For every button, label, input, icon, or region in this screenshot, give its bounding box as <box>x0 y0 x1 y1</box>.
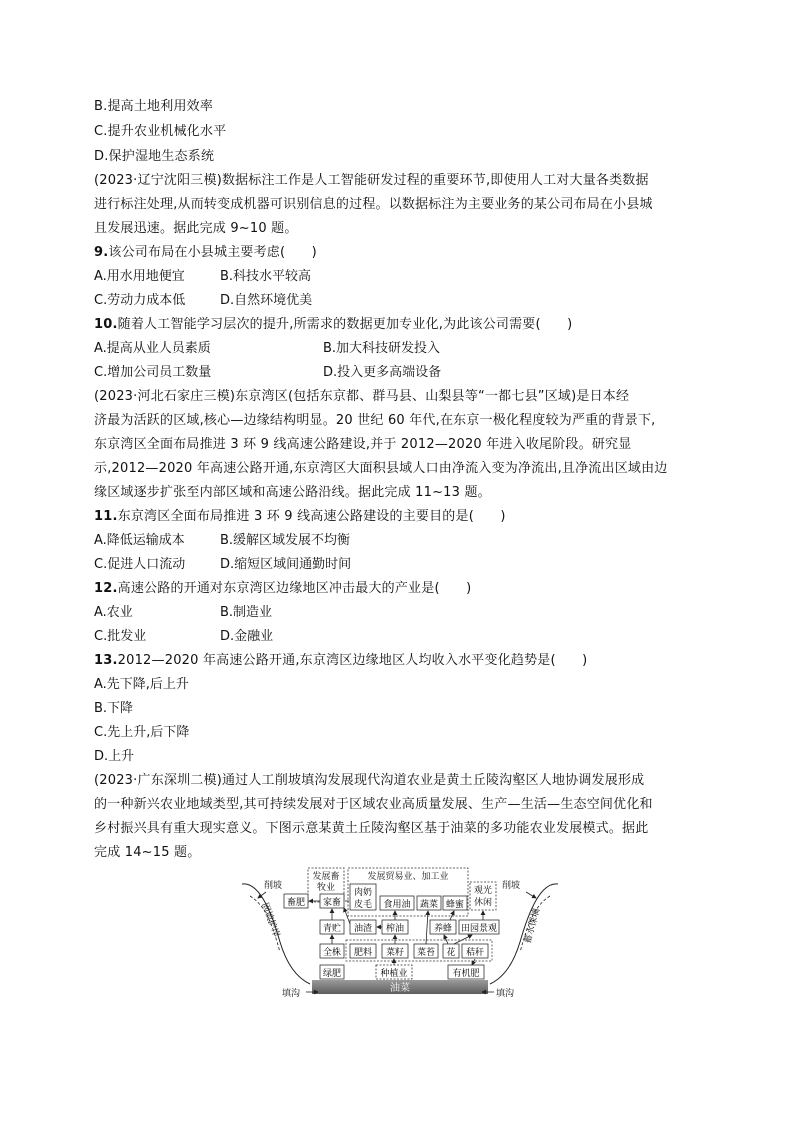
question-12 <box>94 581 471 597</box>
q8-option-c: C.提升农业机械化水平 <box>94 124 227 139</box>
fertilizer-label: 肥料 <box>353 948 373 958</box>
q9-option-b: B.科技水平较高 <box>220 269 312 284</box>
q13-option-a: A.先下降,后上升 <box>94 677 189 692</box>
right-slope-line <box>490 884 558 984</box>
q12-option-b: B.制造业 <box>220 605 273 620</box>
q9-option-c: C.劳动力成本低 <box>94 293 186 308</box>
q13-option-b: B.下降 <box>94 701 134 716</box>
whole-plant-label: 全株 <box>322 948 342 958</box>
beekeeping-label: 养蜂 <box>433 924 453 934</box>
flower-label: 花 <box>446 948 456 958</box>
q8-option-b: B.提高土地利用效率 <box>94 99 214 114</box>
planting-label: 种植业 <box>380 969 408 979</box>
question-number: 11. <box>94 509 118 524</box>
sightseeing-label: 观光 <box>473 886 493 896</box>
question-number: 10. <box>94 317 118 332</box>
q12-option-d: D.金融业 <box>220 629 274 644</box>
q10-option-b: B.加大科技研发投入 <box>323 341 441 356</box>
water-storage-label: 蓄水保墒 <box>523 907 543 945</box>
rapeseed-seed-label: 菜籽 <box>385 948 405 958</box>
q8-option-d: D.保护湿地生态系统 <box>94 149 215 164</box>
question-stem: 东京湾区全面布局推进 3 环 9 线高速公路建设的主要目的是( ) <box>117 509 506 524</box>
q13-option-d: D.上升 <box>94 749 135 764</box>
livestock-label: 家畜 <box>322 898 342 908</box>
q11-option-d: D.缩短区域间通勤时间 <box>220 557 352 572</box>
q12-option-c: C.批发业 <box>94 629 147 644</box>
livestock-group-label: 发展畜 <box>312 872 340 882</box>
passage-11-13-line: 缘区域逐步扩张至内部区域和高速公路沿线。据此完成 11~13 题。 <box>94 485 491 500</box>
passage-9-10-line: 且发展迅速。据此完成 9~10 题。 <box>94 221 298 236</box>
question-number: 9. <box>94 245 109 260</box>
vegetables-label: 蔬菜 <box>419 900 439 910</box>
passage-9-10-line: (2023·辽宁沈阳三模)数据标注工作是人工智能研发过程的重要环节,即使用人工对大量各类数据 <box>94 173 649 188</box>
passage-14-15-line: 乡村振兴具有重大现实意义。下图示意某黄土丘陵沟壑区基于油菜的多功能农业发展模式。据此 <box>94 821 649 836</box>
honey-label: 蜂蜜 <box>445 900 465 910</box>
sightseeing-label: 休闲 <box>473 898 493 908</box>
cut-slope-left: 削坡 <box>264 881 283 891</box>
cut-slope-right: 削坡 <box>502 881 521 891</box>
silage-label: 青贮 <box>322 924 342 934</box>
meat-milk-label: 肉奶 <box>353 888 373 898</box>
question-9 <box>94 245 317 261</box>
pastoral-label: 田园景观 <box>460 924 498 934</box>
question-stem: 随着人工智能学习层次的提升,所需求的数据更加专业化,为此该公司需要( ) <box>117 317 573 332</box>
passage-14-15-line: 的一种新兴农业地域类型,其可持续发展对于区域农业高质量发展、生产—生活—生态空间优化和 <box>94 797 653 812</box>
q11-option-b: B.缓解区域发展不均衡 <box>220 533 351 548</box>
slope-protect-label: 固坡护岸 <box>259 901 281 939</box>
green-manure-label: 绿肥 <box>322 969 342 979</box>
trade-group-label: 发展贸易业、加工业 <box>367 872 449 882</box>
oil-residue-label: 油渣 <box>353 924 373 934</box>
question-number: 13. <box>94 653 118 668</box>
passage-11-13-line: 示,2012—2020 年高速公路开通,东京湾区大面积县域人口由净流入变为净流出,且净流出区域由边 <box>94 461 668 476</box>
passage-11-13-line: 济最为活跃的区域,核心—边缘结构明显。20 世纪 60 年代,在东京一极化程度较为严重的背景下, <box>94 413 656 428</box>
manure-label: 畜肥 <box>286 898 306 908</box>
cut-arrow-right <box>526 892 536 898</box>
question-stem: 2012—2020 年高速公路开通,东京湾区边缘地区人均收入水平变化趋势是( ) <box>117 653 588 668</box>
livestock-group-label: 牧业 <box>316 883 336 893</box>
organic-fertilizer-label: 有机肥 <box>452 969 480 979</box>
q9-option-a: A.用水用地便宜 <box>94 269 185 284</box>
q11-option-a: A.降低运输成本 <box>94 533 185 548</box>
agriculture-mode-diagram <box>240 862 560 1007</box>
fill-gully-left: 填沟 <box>282 989 301 999</box>
q10-option-d: D.投入更多高端设备 <box>323 365 442 380</box>
q10-option-a: A.提高从业人员素质 <box>94 341 211 356</box>
stalk-label: 菜苔 <box>416 948 436 958</box>
q11-option-c: C.促进人口流动 <box>94 557 186 572</box>
q13-option-c: C.先上升,后下降 <box>94 725 190 740</box>
passage-11-13-line: (2023·河北石家庄三模)东京湾区(包括东京都、群马县、山梨县等“一都七县”区域)是日本经 <box>94 389 630 404</box>
fur-label: 皮毛 <box>353 900 373 910</box>
question-13 <box>94 653 587 669</box>
q12-option-a: A.农业 <box>94 605 133 620</box>
straw-label: 秸秆 <box>465 948 485 958</box>
question-10 <box>94 317 572 333</box>
question-11 <box>94 509 506 525</box>
pressed-oil-label: 榨油 <box>385 924 405 934</box>
q10-option-c: C.增加公司员工数量 <box>94 365 212 380</box>
passage-14-15-line: (2023·广东深圳二模)通过人工削坡填沟发展现代沟道农业是黄土丘陵沟壑区人地协调发展形成 <box>94 773 645 788</box>
passage-14-15-line: 完成 14~15 题。 <box>94 845 201 860</box>
q9-option-d: D.自然环境优美 <box>220 293 313 308</box>
question-stem: 该公司布局在小县城主要考虑( ) <box>108 245 317 260</box>
rapeseed-label: 油菜 <box>390 983 410 994</box>
fill-gully-right: 填沟 <box>496 989 515 999</box>
question-stem: 高速公路的开通对东京湾区边缘地区冲击最大的产业是( ) <box>117 581 472 596</box>
question-number: 12. <box>94 581 118 596</box>
passage-11-13-line: 东京湾区全面布局推进 3 环 9 线高速公路建设,并于 2012—2020 年进入收尾阶段。研究显 <box>94 437 632 452</box>
passage-9-10-line: 进行标注处理,从而转变成机器可识别信息的过程。以数据标注为主要业务的某公司布局在小县城 <box>94 197 653 212</box>
edible-oil-label: 食用油 <box>383 900 411 910</box>
